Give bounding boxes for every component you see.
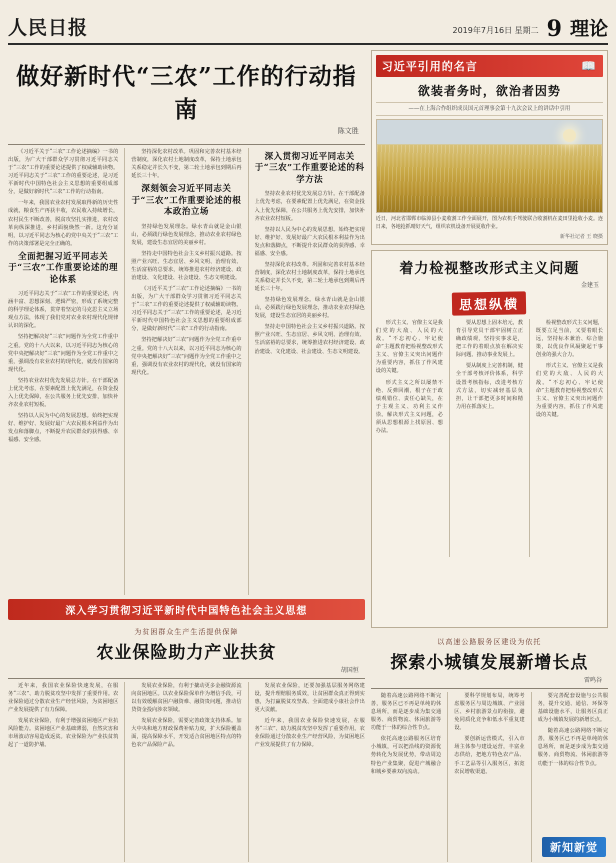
feature-right (371, 633, 608, 862)
masthead-right (453, 18, 609, 40)
column-divider (531, 692, 532, 862)
article-column: 发展农业保险，还要加强基层服务网络建设，提升理赔服务质效，让贫困群众真正得到实惠，为打赢脱贫攻坚战、全面建成小康社会作出更大贡献。 近年来，我国农业保险快速发展，在服务“三农”、助力脱贫攻坚中发挥了重要作用。农业保险通过分散农业生产经营风险，为贫困地区产业发展提供了有力保障。 (254, 683, 365, 749)
page-body (8, 50, 608, 862)
column-divider (449, 319, 450, 557)
section-name: 理论 (569, 18, 608, 40)
column-divider (447, 692, 448, 862)
photo-credit: 新华社记者 王 晓摄 (559, 234, 603, 241)
divider (371, 688, 608, 689)
lead-article-columns (8, 148, 365, 595)
sun-glow-icon (563, 129, 576, 142)
lead-headline: 做好新时代“三农”工作的行动指南 (16, 63, 357, 123)
quote-title: 欲装者务时，欲治者因势 (417, 84, 561, 98)
article-column: 坚持深化农村改革。巩固和完善农村基本经营制度，深化农村土地制度改革，保持土地承包关系稳定并长久不变，第二轮土地承包到期后再延长三十年。 深刻领会习近平同志关于“三农”工作重要论述的根本政治立场 坚持绿色发展理念。绿水青山就是金山银山，必须践行绿色发展理念，推动农业农村绿色发展，建设生态宜居的美丽乡村。 坚持走中国特色社会主义乡村振兴道路。按照产业兴旺、生态宜居、乡风文明、治理有效、生活富裕的总要求，统筹推进农村经济建设、政治建设、文化建设、社会建设、生态文明建设。 《习近平关于“三农”工作论述摘编》一书的出版，为广大干部群众学习贯彻习近平同志关于“三农”工作的重要论述提供了权威辅助读物。习近平同志关于“三农”工作的重要论述，是习近平新时代中国特色社会主义思想的重要组成部分，是做好新时代“三农”工作的行动指南。 坚持把解决好“三农”问题作为全党工作重中之重。党的十八大以来，以习近平同志为核心的党中央把解决好“三农”问题作为全党工作重中之重，强调没有农业农村的现代化，就没有国家的现代化。 (131, 149, 242, 376)
lead-byline: 陈文胜 (337, 127, 359, 135)
section-badge: 新知新觉 (542, 837, 606, 857)
divider (8, 144, 365, 145)
article-column: 要从思想上固本培元，教育引导党员干部牢固树立正确政绩观，坚持实事求是，把工作的着眼点放在解决实际问题、推动事业发展上。 要从制度上完善机制，健全干部考核评价体系，科学设置考核指标，改进考核方式方法，切实减轻基层负担，让干部把更多时间和精力用在抓落实上。 (455, 320, 523, 410)
publication-date: 2019年7月16日 星期二 (452, 26, 539, 35)
feature-kicker: 以高速公路服务区建设为依托 (437, 638, 542, 646)
feature-byline: 胡国恒 (340, 667, 359, 674)
article-column: 发展农业保险，有利于撬动更多金融资源流向贫困地区。以农业保险保单作为增信手段，可以有效缓解贫困户融资难、融资贵问题，推动信贷资金投向涉农领域。 发展农业保险，需要完善政策支持体系。加大中央和地方财政保费补贴力度，扩大保险覆盖面，提高保障水平，开发适合贫困地区特点的特色农产品保险产品。 (131, 683, 242, 749)
feature-left-columns (8, 682, 365, 862)
right-feature-title: 着力检视整改形式主义问题 (399, 261, 580, 278)
feature-kicker: 为贫困群众生产生活提供保障 (134, 628, 239, 636)
divider (8, 678, 365, 679)
right-feature-columns (376, 319, 603, 557)
column-divider (124, 148, 125, 595)
right-feature (371, 250, 608, 628)
quote-banner-label: 习近平引用的名言 (381, 60, 478, 73)
feature-byline: 雷鸣谷 (583, 677, 602, 684)
book-icon: 📖 (581, 59, 597, 73)
newspaper-logo: 人民日报 (8, 17, 89, 39)
left-zone (8, 50, 365, 862)
feature-left (8, 623, 365, 862)
right-feature-byline: 金建玉 (580, 282, 599, 290)
quote-card (371, 50, 608, 245)
masthead (8, 6, 608, 45)
column-divider (248, 682, 249, 862)
photo-caption: 近日，河北省邯郸市临漳县小麦收割工作全面展开，图为农机手驾驶联合收割机在麦田里抢收小麦。连日来，各地抢抓晴好天气，组织农机设备开展夏收作业。 (375, 216, 603, 230)
feature-title: 探索小城镇发展新增长点 (390, 653, 589, 673)
feature-title: 农业保险助力产业扶贫 (96, 643, 277, 663)
article-column: 随着高速公路网络不断完善，服务区已不再是单纯的休息场所，而是逐步成为集交通服务、商贸物流、休闲旅游等功能于一体的综合性节点。 依托高速公路服务区培育小城镇，可以把沿线的资源优势转化为发展优势，带动周边特色产业集聚，促进产城融合和城乡要素双向流动。 (370, 693, 442, 775)
article-column: 深入贯彻习近平同志关于“三农”工作重要论述的科学方法 坚持农业农村优先发展总方针。在干部配备上优先考虑，在要素配置上优先满足，在资金投入上优先保障，在公共服务上优先安排，加快补齐农业农村短板。 坚持以人民为中心的发展思想。始终把实现好、维护好、发展好最广大农民根本利益作为出发点和落脚点，不断提升农民群众的获得感、幸福感、安全感。 坚持深化农村改革。巩固和完善农村基本经营制度，深化农村土地制度改革，保持土地承包关系稳定并长久不变，第二轮土地承包到期后再延长三十年。 坚持绿色发展理念。绿水青山就是金山银山，必须践行绿色发展理念，推动农业农村绿色发展，建设生态宜居的美丽乡村。 坚持走中国特色社会主义乡村振兴道路。按照产业兴旺、生态宜居、乡风文明、治理有效、生活富裕的总要求，统筹推进农村经济建设、政治建设、文化建设、社会建设、生态文明建设。 (254, 152, 365, 355)
page-number: 9 (546, 16, 562, 42)
article-column: 要科学规划布局，统筹考虑服务区与周边城镇、产业园区、乡村旅游景点的衔接，避免同质化竞争和低水平重复建设。 要创新运营模式，引入市场主体参与建设运营，丰富业态供给，把地方特色农产品、手工艺品等引入服务区，拓宽农民增收渠道。 (454, 693, 525, 775)
article-column: 要完善配套设施与公共服务，提升交通、通信、环保等基础设施水平，让服务区真正成为小城镇发展的新增长点。 随着高速公路网络不断完善，服务区已不再是单纯的休息场所，而是逐步成为集交通服务、商贸物流、休闲旅游等功能于一体的综合性节点。 (537, 693, 609, 767)
wheat-field-photo (376, 119, 603, 213)
quote-source: ——在上海合作组织成员国元首理事会第十九次会议上的讲话中引用 (376, 102, 603, 116)
article-column: 检视整改形式主义问题，既要立足当前，又要着眼长远，坚持标本兼治、综合施策，以优良作风凝聚起干事创业的强大合力。 形式主义、官僚主义是我们党的大敌、人民的大敌。“不忘初心、牢记使命”主题教育把检视整改形式主义、官僚主义突出问题作为重要内容，抓住了作风建设的关键。 (535, 320, 603, 418)
article-column: 形式主义、官僚主义是我们党的大敌、人民的大敌。“不忘初心、牢记使命”主题教育把检视整改形式主义、官僚主义突出问题作为重要内容，抓住了作风建设的关键。 形式主义之所以屡禁不绝、反弹回潮，根子在于政绩观错位、责任心缺失，在于主观主义、功利主义作祟。解决形式主义问题，必须从思想根源上找原因、想办法。 (375, 320, 443, 434)
subhead: 深入贯彻习近平同志关于“三农”工作重要论述的科学方法 (254, 152, 365, 185)
column-divider (529, 319, 530, 557)
quote-banner (376, 55, 603, 77)
article-column: 近年来，我国农业保险快速发展，在服务“三农”、助力脱贫攻坚中发挥了重要作用。农业保险通过分散农业生产经营风险，为贫困地区产业发展提供了有力保障。 发展农业保险，有利于增强贫困地区产业抗风险能力。贫困地区产业基础薄弱，自然灾害和市场波动容易造成返贫。农业保险为产业扶贫筑起了一道防护墙。 (8, 683, 119, 749)
column-stamp: 思想纵横 (452, 291, 526, 315)
subhead: 全面把握习近平同志关于“三农”工作重要论述的理论体系 (8, 251, 119, 285)
campaign-ribbon: 深入学习贯彻习近平新时代中国特色社会主义思想 (8, 599, 365, 620)
subhead: 深刻领会习近平同志关于“三农”工作重要论述的根本政治立场 (131, 184, 242, 218)
column-divider (248, 148, 249, 595)
article-column: 《习近平关于“三农”工作论述摘编》一书的出版，为广大干部群众学习贯彻习近平同志关于“三农”工作的重要论述提供了权威辅助读物。习近平同志关于“三农”工作的重要论述，是习近平新时代中国特色社会主义思想的重要组成部分，是做好新时代“三农”工作的行动指南。 一年来，我国农业农村发展取得新的历史性成就，粮食生产再获丰收，农民收入持续增长，农村民生不断改善，脱贫攻坚扎实推进，农村改革向纵深推进，乡村面貌焕然一新。这充分证明，以习近平同志为核心的党中央关于“三农”工作的决策部署是完全正确的。 全面把握习近平同志关于“三农”工作重要论述的理论体系 习近平同志关于“三农”工作的重要论述，内涵丰富、思想深刻、逻辑严密，形成了系统完整的科学理论体系，贯穿着坚定的马克思主义立场观点方法，体现了我们党对农业农村现代化规律认识的深化。 坚持把解决好“三农”问题作为全党工作重中之重。党的十八大以来，以习近平同志为核心的党中央把解决好“三农”问题作为全党工作重中之重，强调没有农业农村的现代化，就没有国家的现代化。 坚持农业农村优先发展总方针。在干部配备上优先考虑，在要素配置上优先满足，在资金投入上优先保障，在公共服务上优先安排，加快补齐农业农村短板。 坚持以人民为中心的发展思想。始终把实现好、维护好、发展好最广大农民根本利益作为出发点和落脚点，不断提升农民群众的获得感、幸福感、安全感。 (8, 149, 119, 444)
column-divider (124, 682, 125, 862)
right-zone (371, 50, 608, 862)
column-stamp-wrap (376, 292, 603, 315)
